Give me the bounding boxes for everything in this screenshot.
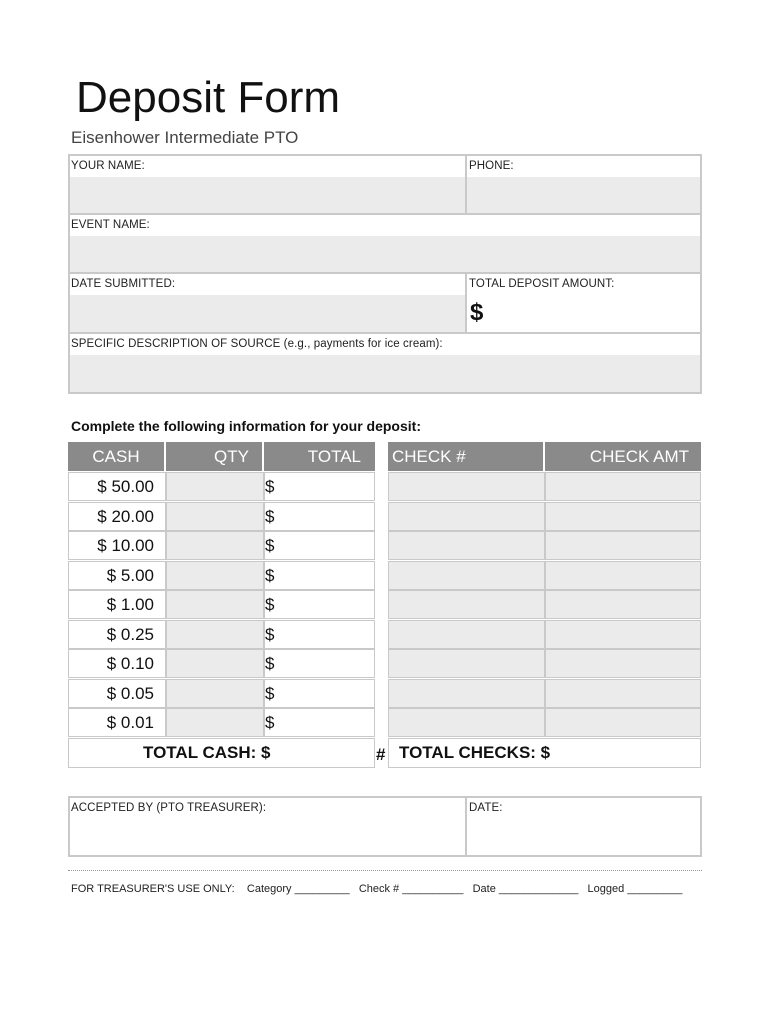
row-total-cell[interactable] bbox=[264, 679, 375, 708]
your-name-label: YOUR NAME: bbox=[71, 160, 145, 172]
qty-input[interactable] bbox=[166, 620, 264, 649]
check-amount-input[interactable] bbox=[545, 590, 701, 619]
description-label: SPECIFIC DESCRIPTION OF SOURCE (e.g., payments for ice cream): bbox=[71, 338, 443, 350]
your-name-field[interactable] bbox=[70, 177, 465, 213]
qty-input[interactable] bbox=[166, 590, 264, 619]
check-amount-input[interactable] bbox=[545, 531, 701, 560]
divider bbox=[68, 332, 702, 334]
row-total-dollar-sign: $ bbox=[265, 595, 275, 614]
row-total-dollar-sign: $ bbox=[265, 477, 275, 496]
row-total-dollar-sign: $ bbox=[265, 713, 275, 732]
qty-header: QTY bbox=[166, 442, 262, 471]
check-number-input[interactable] bbox=[388, 679, 545, 708]
check-number-input[interactable] bbox=[388, 708, 545, 737]
total-deposit-label: TOTAL DEPOSIT AMOUNT: bbox=[469, 278, 615, 290]
row-total-dollar-sign: $ bbox=[265, 566, 275, 585]
description-field[interactable] bbox=[70, 355, 700, 392]
check-number-input[interactable] bbox=[388, 502, 545, 531]
phone-field[interactable] bbox=[467, 177, 700, 213]
divider bbox=[68, 213, 702, 215]
check-amount-input[interactable] bbox=[545, 649, 701, 678]
footer-separator bbox=[68, 870, 702, 871]
check-number-header: CHECK # bbox=[388, 442, 543, 471]
qty-input[interactable] bbox=[166, 679, 264, 708]
divider bbox=[68, 272, 702, 274]
row-total-dollar-sign: $ bbox=[265, 684, 275, 703]
check-number-input[interactable] bbox=[388, 531, 545, 560]
total-cash-label: TOTAL CASH: $ bbox=[143, 743, 271, 762]
date-submitted-field[interactable] bbox=[70, 295, 465, 332]
total-deposit-field[interactable]: $ bbox=[470, 299, 484, 326]
page-title: Deposit Form bbox=[76, 73, 341, 122]
row-total-cell[interactable] bbox=[264, 531, 375, 560]
row-total-dollar-sign: $ bbox=[265, 654, 275, 673]
accepted-by-label: ACCEPTED BY (PTO TREASURER): bbox=[71, 802, 267, 814]
check-number-input[interactable] bbox=[388, 590, 545, 619]
check-number-input[interactable] bbox=[388, 472, 545, 501]
check-number-input[interactable] bbox=[388, 561, 545, 590]
check-amount-input[interactable] bbox=[545, 472, 701, 501]
denomination-label: $ 5.00 bbox=[106, 566, 154, 585]
qty-input[interactable] bbox=[166, 502, 264, 531]
row-total-cell[interactable] bbox=[264, 472, 375, 501]
row-total-cell[interactable] bbox=[264, 649, 375, 678]
qty-input[interactable] bbox=[166, 561, 264, 590]
qty-input[interactable] bbox=[166, 472, 264, 501]
qty-input[interactable] bbox=[166, 531, 264, 560]
check-number-input[interactable] bbox=[388, 620, 545, 649]
total-header: TOTAL bbox=[264, 442, 375, 471]
divider bbox=[465, 272, 467, 333]
denomination-label: $ 50.00 bbox=[97, 477, 154, 496]
acceptance-date-field[interactable] bbox=[467, 818, 700, 855]
row-total-cell[interactable] bbox=[264, 502, 375, 531]
check-amount-input[interactable] bbox=[545, 502, 701, 531]
check-amount-input[interactable] bbox=[545, 679, 701, 708]
phone-label: PHONE: bbox=[469, 160, 514, 172]
denomination-label: $ 1.00 bbox=[106, 595, 154, 614]
treasurer-use-line: FOR TREASURER'S USE ONLY: Category _________ Check # __________ Date _____________ Logged _________ bbox=[71, 883, 683, 895]
check-amount-input[interactable] bbox=[545, 620, 701, 649]
row-total-dollar-sign: $ bbox=[265, 507, 275, 526]
organization-subtitle: Eisenhower Intermediate PTO bbox=[71, 128, 299, 147]
total-checks-label: TOTAL CHECKS: $ bbox=[399, 743, 551, 762]
row-total-cell[interactable] bbox=[264, 590, 375, 619]
row-total-cell[interactable] bbox=[264, 620, 375, 649]
denomination-label: $ 0.01 bbox=[106, 713, 154, 732]
row-total-dollar-sign: $ bbox=[265, 625, 275, 644]
event-name-label: EVENT NAME: bbox=[71, 219, 150, 231]
row-total-cell[interactable] bbox=[264, 561, 375, 590]
qty-input[interactable] bbox=[166, 649, 264, 678]
deposit-instructions: Complete the following information for your deposit: bbox=[71, 418, 421, 434]
row-total-cell[interactable] bbox=[264, 708, 375, 737]
check-amount-header: CHECK AMT bbox=[545, 442, 701, 471]
denomination-label: $ 0.25 bbox=[106, 625, 154, 644]
denomination-label: $ 10.00 bbox=[97, 536, 154, 555]
row-total-dollar-sign: $ bbox=[265, 536, 275, 555]
denomination-label: $ 0.05 bbox=[106, 684, 154, 703]
check-amount-input[interactable] bbox=[545, 708, 701, 737]
accepted-by-field[interactable] bbox=[70, 818, 465, 855]
denomination-label: $ 0.10 bbox=[106, 654, 154, 673]
denomination-label: $ 20.00 bbox=[97, 507, 154, 526]
date-submitted-label: DATE SUBMITTED: bbox=[71, 278, 176, 290]
qty-input[interactable] bbox=[166, 708, 264, 737]
acceptance-date-label: DATE: bbox=[469, 802, 503, 814]
hash-mark: # bbox=[376, 745, 386, 764]
check-number-input[interactable] bbox=[388, 649, 545, 678]
event-name-field[interactable] bbox=[70, 236, 700, 272]
check-amount-input[interactable] bbox=[545, 561, 701, 590]
cash-header: CASH bbox=[68, 442, 164, 471]
